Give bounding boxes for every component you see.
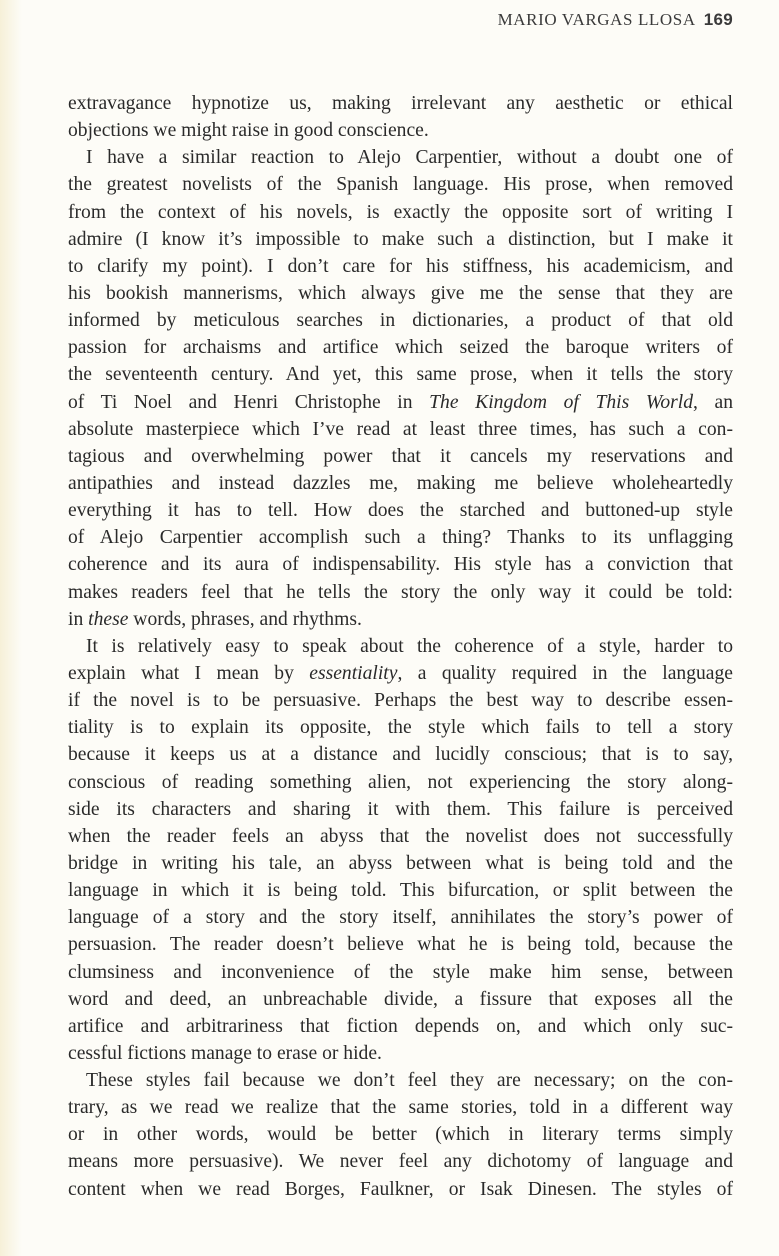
text-segment: of Ti Noel and Henri Christophe in bbox=[68, 391, 430, 413]
text-segment: word and deed, an unbreachable divide, a fissure that exposes all the bbox=[68, 988, 733, 1010]
text-segment: admire (I know it’s impossible to make such a distinction, but I make it bbox=[68, 228, 733, 250]
text-segment: to clarify my point). I don’t care for his stiffness, his academicism, and bbox=[68, 255, 733, 277]
text-line bbox=[68, 931, 733, 958]
text-line bbox=[68, 1040, 733, 1067]
text-segment: tiality is to explain its opposite, the style which fails to tell a story bbox=[68, 717, 733, 739]
text-segment: language in which it is being told. This bifurcation, or split between the bbox=[68, 880, 733, 902]
text-line bbox=[68, 1094, 733, 1121]
text-line bbox=[68, 443, 733, 470]
text-segment: artifice and arbitrariness that fiction depends on, and which only suc- bbox=[68, 1015, 733, 1037]
text-line bbox=[68, 389, 733, 416]
text-segment: because it keeps us at a distance and lucidly conscious; that is to say, bbox=[68, 744, 733, 766]
text-line bbox=[68, 1121, 733, 1148]
running-header bbox=[498, 10, 733, 30]
text-line bbox=[68, 551, 733, 578]
text-segment: informed by meticulous searches in dictionaries, a product of that old bbox=[68, 310, 733, 332]
text-segment: of Alejo Carpentier accomplish such a thing? Thanks to its unflagging bbox=[68, 527, 733, 549]
page-number: 169 bbox=[703, 10, 733, 29]
text-segment: coherence and its aura of indispensability. His style has a conviction that bbox=[68, 554, 733, 576]
text-segment: in bbox=[68, 608, 89, 630]
text-line bbox=[68, 687, 733, 714]
text-segment: tagious and overwhelming power that it cancels my reservations and bbox=[68, 445, 733, 467]
text-segment: I have a similar reaction to Alejo Carpentier, without a doubt one of bbox=[86, 147, 733, 169]
text-segment: when the reader feels an abyss that the novelist does not successfully bbox=[68, 825, 733, 847]
text-line bbox=[68, 253, 733, 280]
text-line bbox=[68, 741, 733, 768]
text-line bbox=[68, 199, 733, 226]
text-segment: conscious of reading something alien, not experiencing the story along- bbox=[68, 771, 733, 793]
text-segment: if the novel is to be persuasive. Perhaps the best way to describe essen- bbox=[68, 690, 733, 712]
text-segment: It is relatively easy to speak about the coherence of a style, harder to bbox=[86, 635, 733, 657]
text-line bbox=[68, 171, 733, 198]
page-gutter-shadow bbox=[0, 0, 22, 1256]
text-line bbox=[68, 904, 733, 931]
text-segment: antipathies and instead dazzles me, making me believe wholeheartedly bbox=[68, 472, 733, 494]
text-line bbox=[68, 226, 733, 253]
text-line bbox=[68, 660, 733, 687]
text-line bbox=[68, 280, 733, 307]
text-segment: These styles fail because we don’t feel they are necessary; on the con- bbox=[86, 1070, 733, 1092]
paragraph-first-line bbox=[68, 633, 733, 660]
text-segment: his bookish mannerisms, which always give me the sense that they are bbox=[68, 282, 733, 304]
text-line bbox=[68, 117, 733, 144]
text-segment: objections we might raise in good conscience. bbox=[68, 120, 429, 142]
text-segment: from the context of his novels, is exactly the opposite sort of writing I bbox=[68, 201, 733, 223]
text-segment: passion for archaisms and artifice which seized the baroque writers of bbox=[68, 337, 733, 359]
text-line bbox=[68, 579, 733, 606]
text-segment: cessful fictions manage to erase or hide. bbox=[68, 1042, 382, 1064]
text-segment: language of a story and the story itself, annihilates the story’s power of bbox=[68, 907, 733, 929]
text-line bbox=[68, 497, 733, 524]
text-line bbox=[68, 850, 733, 877]
paragraph-first-line bbox=[68, 144, 733, 171]
text-line bbox=[68, 90, 733, 117]
text-line bbox=[68, 334, 733, 361]
text-segment: content when we read Borges, Faulkner, or Isak Dinesen. The styles of bbox=[68, 1178, 733, 1200]
italic-text: The Kingdom of This World bbox=[429, 391, 694, 413]
text-segment: bridge in writing his tale, an abyss between what is being told and the bbox=[68, 852, 733, 874]
text-line bbox=[68, 606, 733, 633]
text-line bbox=[68, 714, 733, 741]
text-segment: trary, as we read we realize that the same stories, told in a different way bbox=[68, 1097, 733, 1119]
italic-text: these bbox=[88, 608, 129, 630]
text-line bbox=[68, 1148, 733, 1175]
text-line bbox=[68, 361, 733, 388]
text-line bbox=[68, 1013, 733, 1040]
text-segment: persuasion. The reader doesn’t believe what he is being told, because the bbox=[68, 934, 733, 956]
text-segment: extravagance hypnotize us, making irrelevant any aesthetic or ethical bbox=[68, 93, 733, 114]
text-segment: absolute masterpiece which I’ve read at least three times, has such a con- bbox=[68, 418, 733, 440]
text-segment: everything it has to tell. How does the starched and buttoned-up style bbox=[68, 500, 733, 522]
text-segment: the seventeenth century. And yet, this same prose, when it tells the story bbox=[68, 364, 733, 386]
text-segment: words, phrases, and rhythms. bbox=[128, 608, 362, 630]
text-segment: makes readers feel that he tells the story the only way it could be told: bbox=[68, 581, 733, 603]
running-header-author: MARIO VARGAS LLOSA bbox=[497, 10, 696, 29]
text-line bbox=[68, 986, 733, 1013]
text-line bbox=[68, 524, 733, 551]
text-line bbox=[68, 796, 733, 823]
paragraph-first-line bbox=[68, 1067, 733, 1094]
text-segment: means more persuasive). We never feel any dichotomy of language and bbox=[68, 1151, 733, 1173]
text-line bbox=[68, 1176, 733, 1203]
text-line bbox=[68, 769, 733, 796]
text-segment: , a quality required in the language bbox=[397, 662, 733, 684]
text-line bbox=[68, 470, 733, 497]
italic-text: essentiality bbox=[309, 662, 398, 684]
text-segment: or in other words, would be better (which in literary terms simply bbox=[68, 1124, 733, 1146]
text-line bbox=[68, 959, 733, 986]
body-text bbox=[68, 90, 733, 1203]
text-segment: side its characters and sharing it with them. This failure is perceived bbox=[68, 798, 733, 820]
text-segment: explain what I mean by bbox=[68, 662, 310, 684]
text-line bbox=[68, 307, 733, 334]
text-line bbox=[68, 877, 733, 904]
text-segment: the greatest novelists of the Spanish language. His prose, when removed bbox=[68, 174, 733, 196]
text-line bbox=[68, 823, 733, 850]
text-segment: , an bbox=[693, 391, 734, 413]
text-line bbox=[68, 416, 733, 443]
text-segment: clumsiness and inconvenience of the style make him sense, between bbox=[68, 961, 733, 983]
